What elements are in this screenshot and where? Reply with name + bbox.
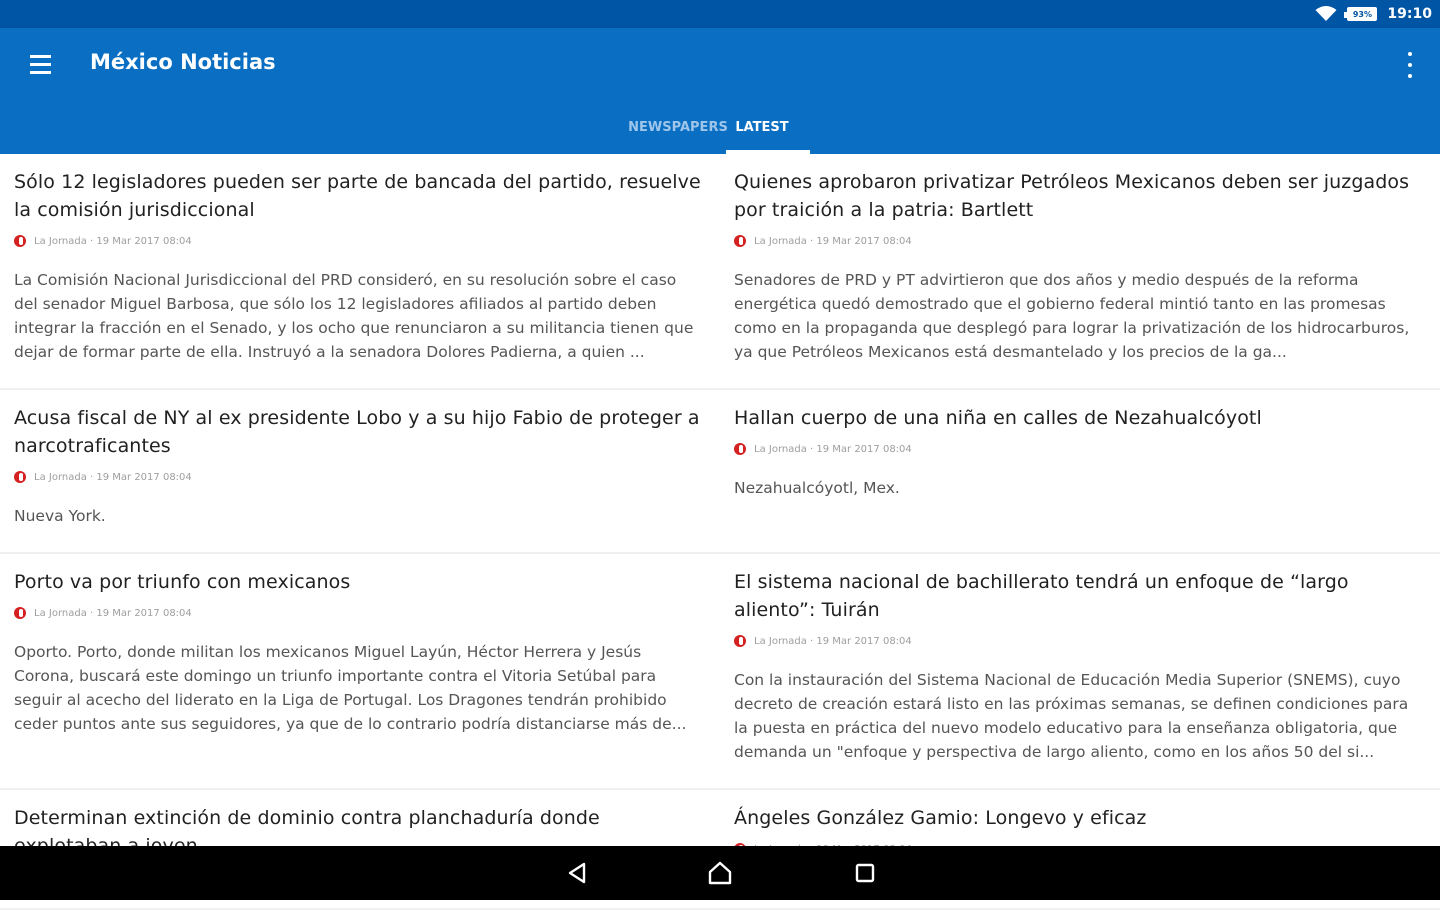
menu-icon[interactable] <box>22 48 62 80</box>
article-card[interactable] <box>720 154 1440 390</box>
article-date: 19 Mar 2017 08:04 <box>816 635 912 647</box>
article-card[interactable] <box>0 154 720 390</box>
article-meta: La Jornada · 19 Mar 2017 08:04 <box>734 634 1428 648</box>
article-card[interactable] <box>720 390 1440 554</box>
article-title: Sólo 12 legisladores pueden ser parte de bancada del partido, resuelve la comisión jurisdiccional <box>14 171 701 221</box>
article-source: La Jornada <box>754 443 807 455</box>
source-logo-icon <box>14 471 26 483</box>
tab-bar <box>0 114 1440 154</box>
navigation-bar <box>0 846 1440 900</box>
article-meta: La Jornada · 19 Mar 2017 08:04 <box>14 606 708 620</box>
home-icon[interactable] <box>700 856 740 890</box>
source-logo-icon <box>14 607 26 619</box>
tab-latest[interactable]: LATEST <box>712 114 812 154</box>
article-date: 19 Mar 2017 08:04 <box>96 607 192 619</box>
article-card[interactable] <box>0 390 720 554</box>
article-summary: Nueva York. <box>14 507 106 525</box>
article-list[interactable] <box>0 154 1440 846</box>
article-title: El sistema nacional de bachillerato tendrá un enfoque de “largo aliento”: Tuirán <box>734 571 1349 621</box>
article-title: Quienes aprobaron privatizar Petróleos Mexicanos deben ser juzgados por traición a la patria: Bartlett <box>734 171 1410 221</box>
article-summary: Nezahualcóyotl, Mex. <box>734 479 900 497</box>
article-summary: La Comisión Nacional Jurisdiccional del PRD consideró, en su resolución sobre el caso del senador Miguel Barbosa, que sólo los 12 legisladores afiliados al partido deben integrar la fracción en el Senado, y los ocho que renunciaron a su militancia tienen que dejar de formar parte de ella. Instruyó a la senadora Dolores Padierna, a quien ... <box>14 271 694 361</box>
article-source: La Jornada <box>34 471 87 483</box>
article-title: Ángeles González Gamio: Longevo y eficaz <box>734 807 1147 829</box>
article-source: La Jornada <box>34 235 87 247</box>
tab-newspapers[interactable]: NEWSPAPERS <box>628 120 728 135</box>
wifi-icon <box>1315 6 1337 22</box>
article-source: La Jornada <box>34 607 87 619</box>
article-summary: Con la instauración del Sistema Nacional de Educación Media Superior (SNEMS), cuyo decreto de creación estará listo en las próximas semanas, se definen condiciones para la puesta en práctica del nuevo modelo educativo para la enseñanza obligatoria, que demanda un "enfoque y perspectiva de largo aliento, como en los años 50 del si... <box>734 671 1409 761</box>
more-vert-icon[interactable] <box>1404 52 1416 78</box>
article-title: Acusa fiscal de NY al ex presidente Lobo y a su hijo Fabio de proteger a narcotraficantes <box>14 407 700 457</box>
article-date: 19 Mar 2017 08:04 <box>96 235 192 247</box>
article-title: Porto va por triunfo con mexicanos <box>14 571 351 593</box>
article-card[interactable] <box>0 554 720 790</box>
source-logo-icon <box>734 443 746 455</box>
status-clock: 19:10 <box>1387 6 1432 22</box>
article-title: Hallan cuerpo de una niña en calles de Nezahualcóyotl <box>734 407 1262 429</box>
article-meta: La Jornada · 19 Mar 2017 08:04 <box>734 442 1428 456</box>
status-indicators <box>1315 0 1432 28</box>
article-date: 19 Mar 2017 08:04 <box>816 235 912 247</box>
article-date: 19 Mar 2017 08:04 <box>96 471 192 483</box>
article-summary: Senadores de PRD y PT advirtieron que dos años y medio después de la reforma energética quedó demostrado que el gobierno federal mintió tanto en las promesas como en la propaganda que desplegó para lograr la privatización de los hidrocarburos, ya que Petróleos Mexicanos está desmantelado y los precios de la ga... <box>734 271 1410 361</box>
article-meta: La Jornada · 19 Mar 2017 08:04 <box>14 470 708 484</box>
back-icon[interactable] <box>557 856 597 890</box>
article-source: La Jornada <box>754 635 807 647</box>
source-logo-icon <box>734 635 746 647</box>
battery-icon: 93% <box>1347 7 1377 21</box>
article-date: 19 Mar 2017 08:04 <box>816 443 912 455</box>
app-bar <box>0 28 1440 154</box>
source-logo-icon <box>734 235 746 247</box>
app-title: México Noticias <box>90 50 276 74</box>
article-meta: La Jornada · 19 Mar 2017 08:04 <box>14 234 708 248</box>
status-bar <box>0 0 1440 28</box>
recents-icon[interactable] <box>845 856 885 890</box>
article-summary: Oporto. Porto, donde militan los mexicanos Miguel Layún, Héctor Herrera y Jesús Corona, buscará este domingo un triunfo importante contra el Vitoria Setúbal para seguir al acecho del liderato en la Liga de Portugal. Los Dragones tendrán prohibido ceder puntos ante sus seguidores, ya que de lo contrario podría distanciarse más de... <box>14 643 687 733</box>
article-source: La Jornada <box>754 235 807 247</box>
source-logo-icon <box>14 235 26 247</box>
article-title: Determinan extinción de dominio contra planchaduría donde <box>14 807 600 829</box>
article-card[interactable] <box>720 554 1440 790</box>
article-meta: La Jornada · 19 Mar 2017 08:04 <box>734 234 1428 248</box>
